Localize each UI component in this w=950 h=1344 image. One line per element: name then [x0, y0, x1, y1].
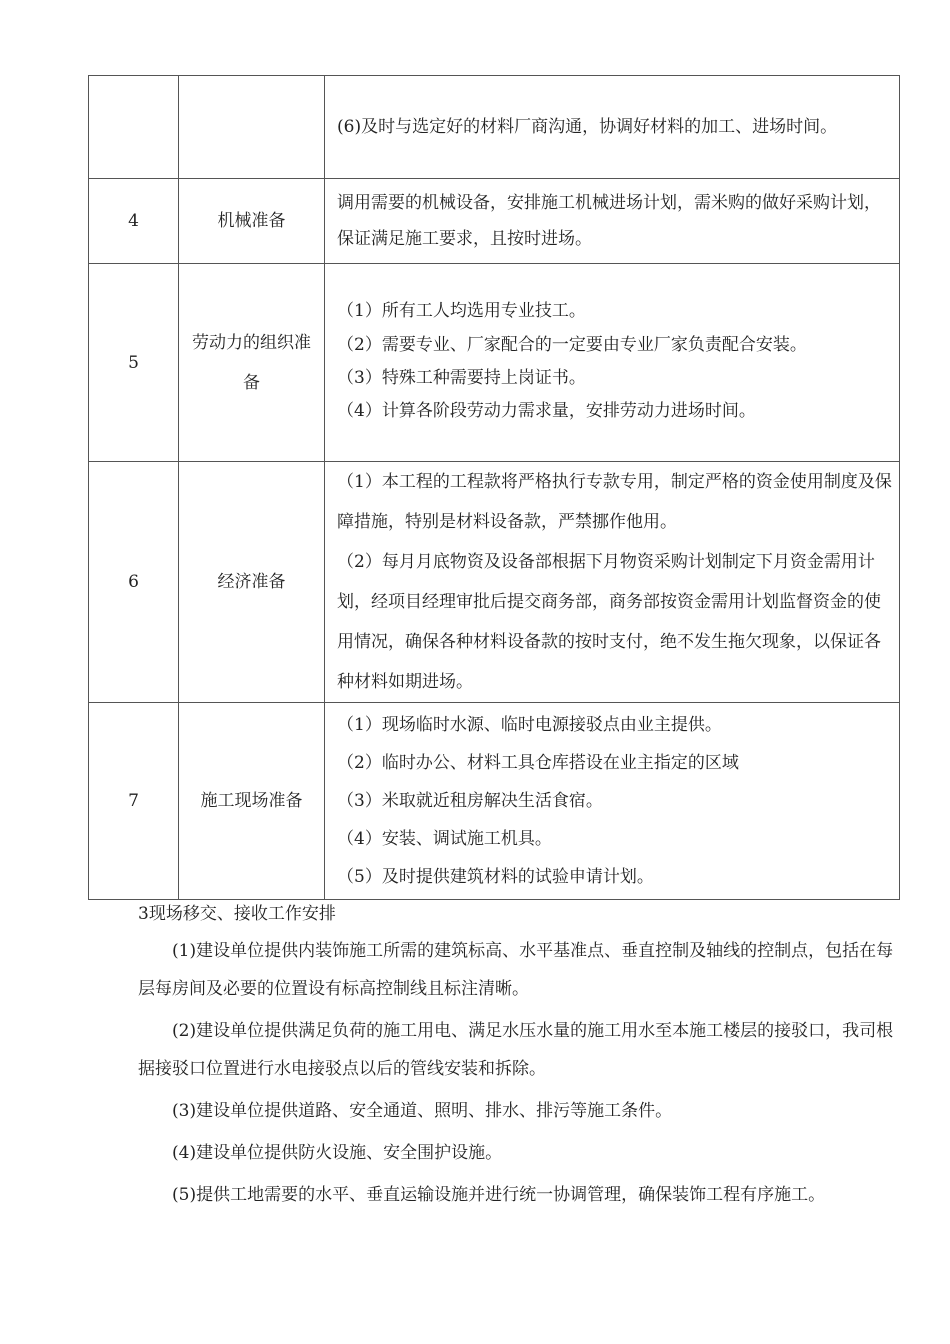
content-line: （2）临时办公、材料工具仓库搭设在业主指定的区域	[337, 753, 739, 773]
section-paragraph: (1)建设单位提供内装饰施工所需的建筑标高、水平基准点、垂直控制及轴线的控制点，包括在每层每房间及必要的位置设有标高控制线且标注清晰。	[138, 941, 894, 999]
content-line: （5）及时提供建筑材料的试验申请计划。	[337, 867, 654, 887]
row-content	[325, 76, 900, 179]
row-item	[179, 76, 325, 179]
content-line: 调用需要的机械设备，安排施工机械进场计划，需米购的做好采购计划，保证满足施工要求，且按时进场。	[337, 193, 881, 249]
content-line: （1）本工程的工程款将严格执行专款专用，制定严格的资金使用制度及保障措施，特别是材料设备款，严禁挪作他用。	[337, 472, 892, 532]
section-paragraph: (5)提供工地需要的水平、垂直运输设施并进行统一协调管理，确保装饰工程有序施工。	[172, 1185, 826, 1205]
row-item: 施工现场准备	[179, 703, 325, 900]
table-row	[89, 462, 900, 703]
site-handover-section	[138, 900, 898, 1214]
row-content	[325, 703, 900, 900]
content-line: （4）计算各阶段劳动力需求量，安排劳动力进场时间。	[337, 400, 756, 421]
content-line: （3）特殊工种需要持上岗证书。	[337, 367, 586, 388]
content-line: （4）安装、调试施工机具。	[337, 829, 552, 849]
row-content	[325, 179, 900, 264]
content-line: （2）每月月底物资及设备部根据下月物资采购计划制定下月资金需用计划，经项目经理审批后提交商务部，商务部按资金需用计划监督资金的使用情况，确保各种材料设备款的按时支付，绝不发生拖欠现象，以保证各种材料如期进场。	[337, 552, 881, 692]
table-row	[89, 703, 900, 900]
section-paragraph: (2)建设单位提供满足负荷的施工用电、满足水压水量的施工用水至本施工楼层的接驳口，我司根据接驳口位置进行水电接驳点以后的管线安装和拆除。	[138, 1021, 894, 1079]
table-row	[89, 179, 900, 264]
row-number: 4	[89, 179, 179, 264]
row-content	[325, 264, 900, 462]
section-paragraph: (3)建设单位提供道路、安全通道、照明、排水、排污等施工条件。	[172, 1101, 673, 1121]
row-content	[325, 462, 900, 703]
row-number: 7	[89, 703, 179, 900]
row-number: 6	[89, 462, 179, 703]
table-row	[89, 264, 900, 462]
row-number	[89, 76, 179, 179]
row-item: 劳动力的组织准备	[179, 264, 325, 462]
section-title: 3现场移交、接收工作安排	[138, 904, 336, 924]
preparation-table	[88, 75, 900, 900]
content-line: （2）需要专业、厂家配合的一定要由专业厂家负责配合安装。	[337, 334, 807, 355]
row-item: 机械准备	[179, 179, 325, 264]
content-line: （3）米取就近租房解决生活食宿。	[337, 791, 603, 811]
content-line: （1）所有工人均选用专业技工。	[337, 300, 586, 321]
row-number: 5	[89, 264, 179, 462]
table-row	[89, 76, 900, 179]
section-paragraph: (4)建设单位提供防火设施、安全围护设施。	[172, 1143, 503, 1163]
content-line: (6)及时与选定好的材料厂商沟通，协调好材料的加工、进场时间。	[337, 117, 838, 137]
row-item: 经济准备	[179, 462, 325, 703]
content-line: （1）现场临时水源、临时电源接驳点由业主提供。	[337, 715, 722, 735]
